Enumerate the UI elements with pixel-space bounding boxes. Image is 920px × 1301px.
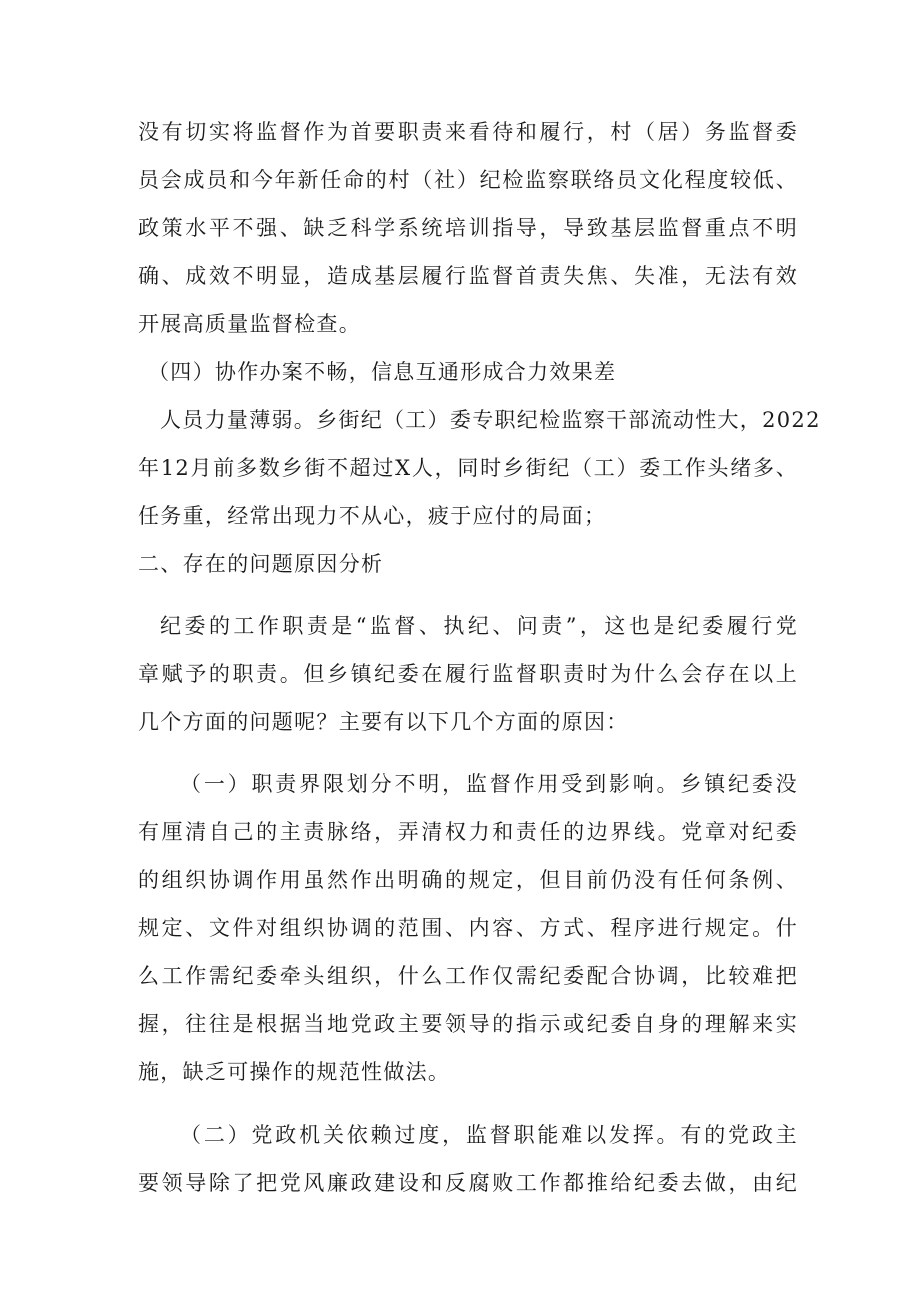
paragraph-3-line-3: 几个方面的问题呢？主要有以下几个方面的原因： — [138, 710, 629, 734]
paragraph-1-line-4: 确、成效不明显，造成基层履行监督首责失焦、失准，无法有效 — [138, 264, 798, 288]
paragraph-4-line-7: 施，缺乏可操作的规范性做法。 — [138, 1060, 451, 1084]
paragraph-4-line-4: 规定、文件对组织协调的范围、内容、方式、程序进行规定。什 — [138, 916, 798, 940]
paragraph-4-line-2: 有厘清自己的主责脉络，弄清权力和责任的边界线。党章对纪委 — [138, 820, 798, 844]
paragraph-1-line-2: 员会成员和今年新任命的村（社）纪检监察联络员文化程度较低、 — [138, 168, 798, 192]
paragraph-3-line-2: 章赋予的职责。但乡镇纪委在履行监督职责时为什么会存在以上 — [138, 662, 798, 686]
subheading-4: （四）协作办案不畅，信息互通形成合力效果差 — [148, 360, 617, 384]
paragraph-2-line-3: 任务重，经常出现力不从心，疲于应付的局面； — [138, 504, 607, 528]
paragraph-2-line-1: 人员力量薄弱。乡街纪（工）委专职纪检监察干部流动性大，2022 — [160, 408, 821, 432]
paragraph-3-line-1: 纪委的工作职责是“监督、执纪、问责”，这也是纪委履行党 — [160, 614, 798, 638]
paragraph-1-line-3: 政策水平不强、缺乏科学系统培训指导，导致基层监督重点不明 — [138, 216, 798, 240]
paragraph-4-line-1: （一）职责界限划分不明，监督作用受到影响。乡镇纪委没 — [180, 772, 798, 796]
paragraph-1-line-1: 没有切实将监督作为首要职责来看待和履行，村（居）务监督委 — [138, 120, 798, 144]
paragraph-4-line-5: 么工作需纪委牵头组织，什么工作仅需纪委配合协调，比较难把 — [138, 964, 798, 988]
paragraph-5-line-2: 要领导除了把党风廉政建设和反腐败工作都推给纪委去做，由纪 — [138, 1171, 798, 1195]
paragraph-2-line-2: 年12月前多数乡街不超过X人，同时乡街纪（工）委工作头绪多、 — [138, 456, 798, 480]
paragraph-1-line-5: 开展高质量监督检查。 — [138, 312, 361, 336]
paragraph-5-line-1: （二）党政机关依赖过度，监督职能难以发挥。有的党政主 — [180, 1123, 798, 1147]
paragraph-4-line-6: 握，往往是根据当地党政主要领导的指示或纪委自身的理解来实 — [138, 1012, 798, 1036]
section-heading-2: 二、存在的问题原因分析 — [138, 552, 384, 576]
paragraph-4-line-3: 的组织协调作用虽然作出明确的规定，但目前仍没有任何条例、 — [138, 868, 798, 892]
